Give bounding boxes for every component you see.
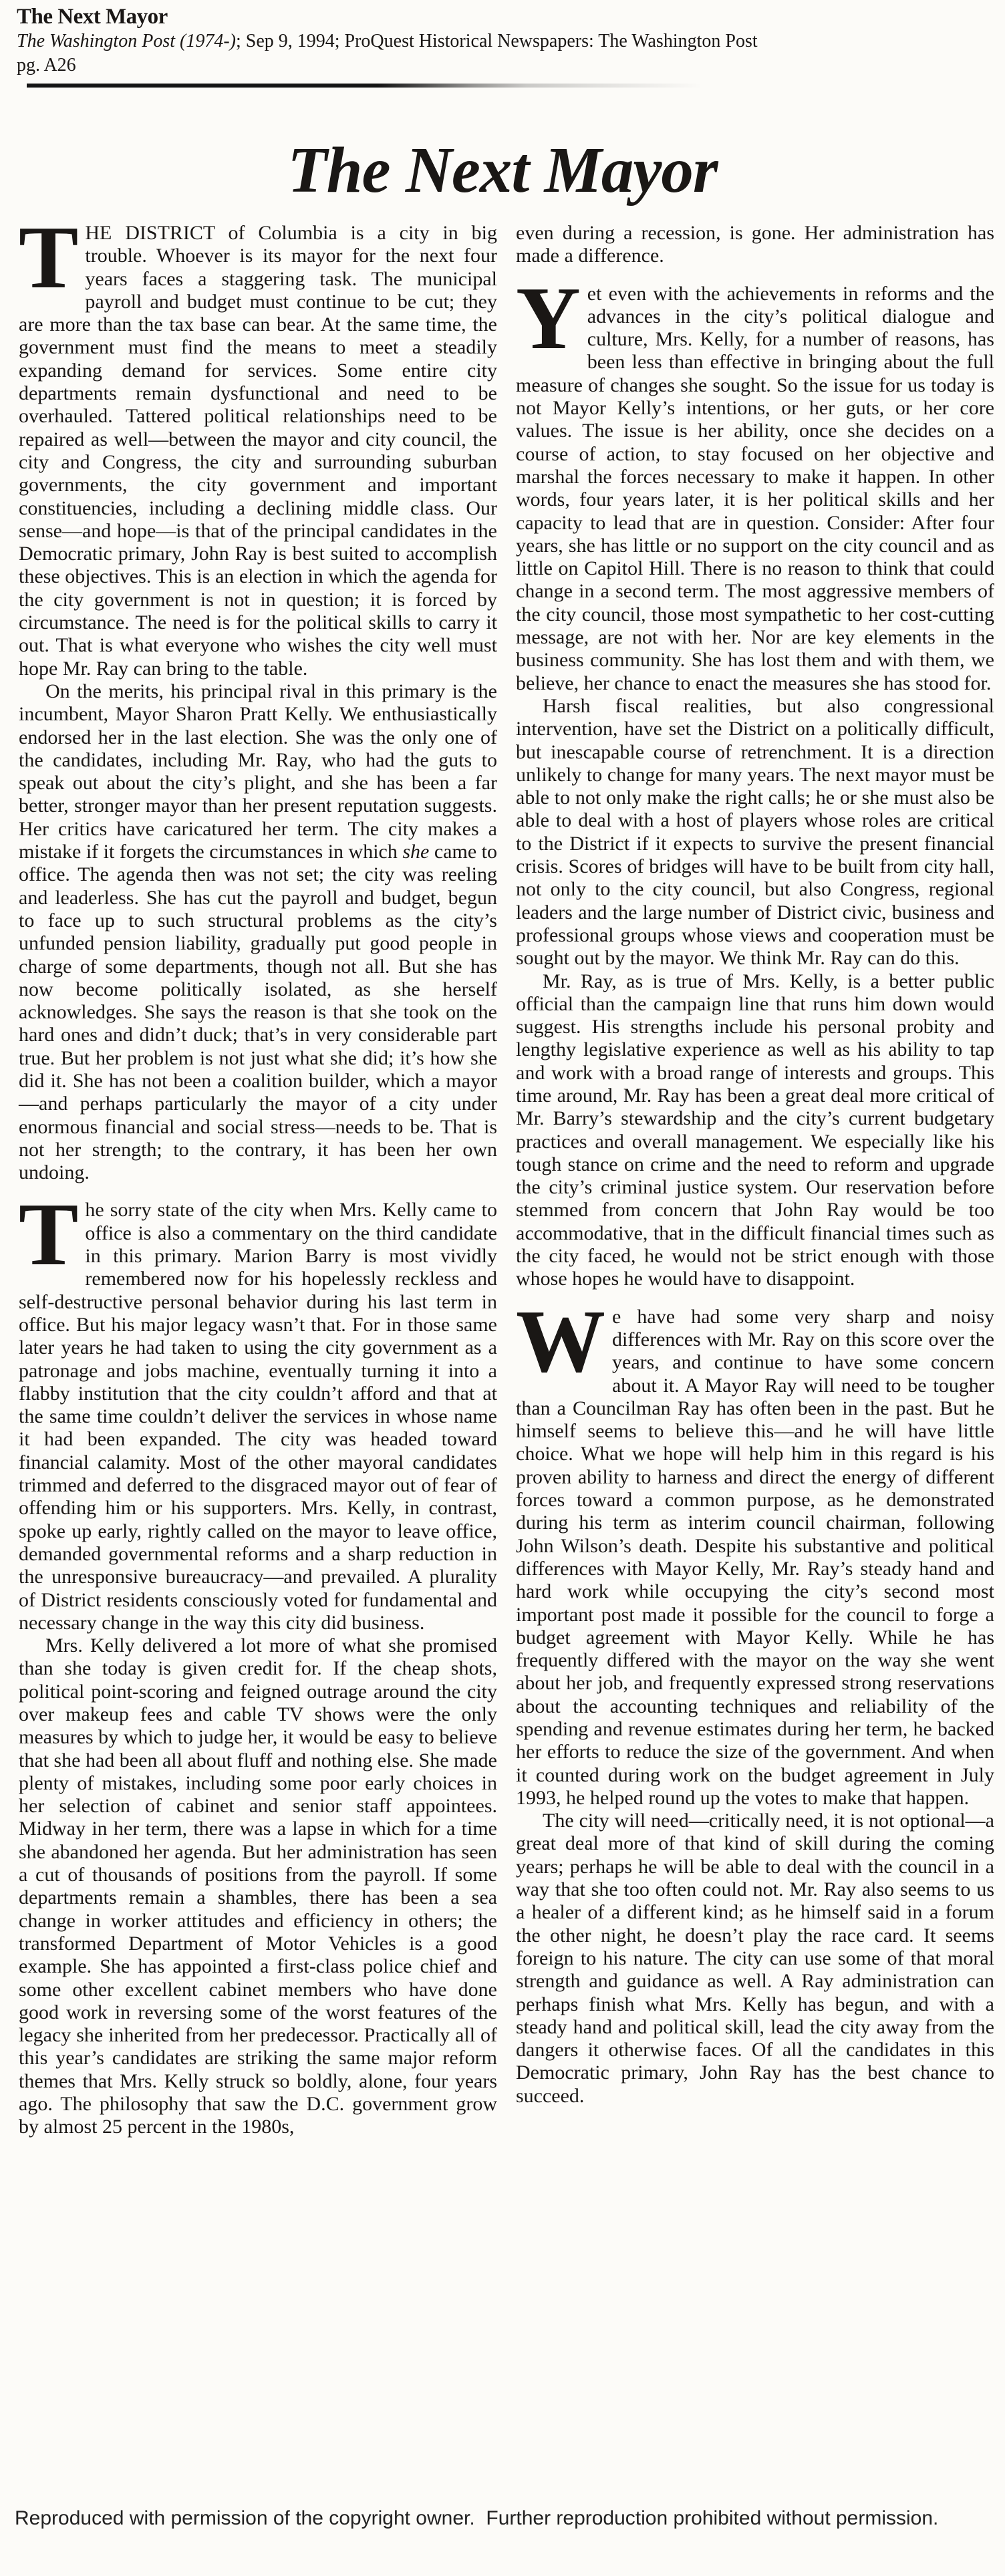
right-column — [516, 222, 994, 2139]
paragraph-text: On the merits, his principal rival in this primary is the incumbent, Mayor Sharon Pratt Kelly. We enthusiastically endorsed her in the last election. She was the only one of the candidates, including Mr. Ray, who had the guts to speak out about the city’s plight, and she has been a far better, stronger mayor than her present reputation suggests. Her critics have caricatured her term. The city makes a mistake if it forgets the circumstances in which she came to office. The agenda then was not set; the city was reeling and leaderless. She has cut the payroll and budget, begun to face up to such structural problems as the city’s unfunded pension liability, gradually put good people in charge of some departments, though not all. But she has now become politically isolated, as she herself acknowledges. She says the reason is that she took on the hard ones and didn’t duck; that’s in very considerable part true. But her problem is not just what she did; it’s how she did it. She has not been a coalition builder, which a mayor—and perhaps particularly the mayor of a city under enormous financial and social stress—needs to be. That is not her strength; to the contrary, it has been her own undoing. — [19, 680, 497, 1184]
article-paragraph — [516, 268, 994, 695]
copyright-notice: Reproduced with permission of the copyright owner. Further reproduction prohibited without permission. — [15, 2507, 939, 2529]
citation-line — [17, 29, 758, 53]
paragraph-text: The city will need—critically need, it is not optional—a great deal more of that kind of skill during the coming years; perhaps he will be able to deal with the council in a way that she too often could not. Mr. Ray also seems to us a healer of a different kind; as he himself said in a forum the other night, he doesn’t play the race card. It seems foreign to his nature. The city can use some of that moral strength and guidance as well. A Ray administration can perhaps finish what Mrs. Kelly has begun, and with a steady hand and political skill, lead the city away from the dangers it otherwise faces. Of all the candidates in this Democratic primary, John Ray has the best chance to succeed. — [516, 1810, 994, 2107]
proquest-header — [17, 4, 758, 78]
page-number-label: pg. A26 — [17, 55, 76, 76]
paragraph-text: Harsh fiscal realities, but also congressional intervention, have set the District on a politically difficult, but inescapable course of retrenchment. It is a direction unlikely to change for many years. The next mayor must be able to not only make the right calls; he or she must also be able to deal with a host of players whose roles are critical to the District if it expects to survive the present financial crisis. Scores of bridges will have to be built from city hall, not only to the city council, but also Congress, regional leaders and the large number of District civic, business and professional groups whose views and cooperation must be sought out by the mayor. We think Mr. Ray can do this. — [516, 694, 994, 970]
drop-cap: T — [19, 1185, 79, 1284]
paragraph-text: he sorry state of the city when Mrs. Kelly came to office is also a commentary on the third candidate in this primary. Marion Barry is most vividly remembered now for his hopelessly reckless and self-destructive personal behavior during his last term in office. But his major legacy wasn’t that. For in those same later years he had taken to using the city government as a patronage and jobs machine, eventually turning it into a flabby institution that the city couldn’t afford and that at the same time couldn’t deliver the services in whose name it had been expanded. The city was headed toward financial calamity. Most of the other mayoral candidates trimmed and deferred to the disgraced mayor out of fear of offending him or his supporters. Mrs. Kelly, in contrast, spoke up early, rightly called on the mayor to leave office, demanded governmental reforms and a sharp reduction in the unresponsive bureaucracy—and prevailed. A plurality of District residents consciously voted for fundamental and necessary change in the way this city did business. — [19, 1199, 497, 1634]
paragraph-text: Mrs. Kelly delivered a lot more of what she promised than she today is given credit for. If the cheap shots, political point-scoring and feigned outrage around the city over makeup fees and cable TV shows were the only measures by which to judge her, it would be easy to believe that she had been all about fluff and nothing else. She made plenty of mistakes, including some poor early choices in her selection of cabinet and senior staff appointees. Midway in her term, there was a lapse in which for a time she abandoned her agenda. But her administration has seen a cut of thousands of positions from the payroll. If some departments remain a shambles, there has been a sea change in worker attitudes and efficiency in others; the transformed Department of Motor Vehicles is a good example. She has appointed a first-class police chief and some other excellent cabinet members who have done good work in reversing some of the worst features of the legacy she inherited from her predecessor. Practically all of this year’s candidates are striking the same major reform themes that Mrs. Kelly struck so boldly, alone, four years ago. The philosophy that saw the D.C. government grow by almost 25 percent in the 1980s, — [19, 1634, 497, 2138]
article-body — [19, 208, 994, 2139]
article-paragraph — [516, 695, 994, 970]
article-paragraph — [516, 970, 994, 1291]
article-headline: The Next Mayor — [287, 134, 718, 206]
drop-cap: T — [19, 208, 79, 307]
paragraph-text: even during a recession, is gone. Her administration has made a difference. — [516, 222, 994, 267]
article-paragraph — [19, 1634, 497, 2139]
article-title-header: The Next Mayor — [17, 5, 168, 29]
article-paragraph — [19, 1185, 497, 1634]
horizontal-rule — [27, 84, 702, 88]
paragraph-text: HE DISTRICT of Columbia is a city in big trouble. Whoever is its mayor for the next four years faces a staggering task. The municipal payroll and budget must continue to be cut; they are more than the tax base can bear. At the same time, the government must find the means to meet a steadily expanding demand for services. Some entire city departments remain dysfunctional and need to be overhauled. Tattered political relationships need to be repaired as well—between the mayor and city council, the city and Congress, the city and surrounding suburban governments, the city government and important constituencies, including a declining middle class. Our sense—and hope—is that of the principal candidates in the Democratic primary, John Ray is best suited to accomplish these objectives. This is an election in which the agenda for the city government is not in question; it is forced by circumstance. The need is for the political skills to carry it out. That is what everyone who wishes the city well must hope Mr. Ray can bring to the table. — [19, 222, 497, 680]
article-paragraph — [19, 208, 497, 680]
drop-cap: W — [516, 1291, 605, 1391]
citation-source: The Washington Post (1974-) — [17, 31, 236, 51]
citation-details: ; Sep 9, 1994; ProQuest Historical Newspapers: The Washington Post — [235, 31, 758, 51]
article-paragraph — [516, 1291, 994, 1810]
article-paragraph — [516, 1810, 994, 2108]
article-paragraph — [19, 680, 497, 1185]
paragraph-text: et even with the achievements in reforms and the advances in the city’s political dialogue and culture, Mrs. Kelly, for a number of reasons, has been less than effective in bringing about the full measure of changes she sought. So the issue for us today is not Mayor Kelly’s intentions, or her guts, or her core values. The issue is her ability, once she decides on a course of action, to stay focused on her objective and marshal the forces necessary to make it happen. In other words, four years later, it is her political skills and her capacity to lead that are in question. Consider: After four years, she has little or no support on the city council and as little on Capitol Hill. There is no reason to think that could change in a second term. The most aggressive members of the city council, those most sympathetic to her cost-cutting message, are not with her. Nor are key elements in the business community. She has lost them and with them, we believe, her chance to enact the measures she has stood for. — [516, 282, 994, 694]
paragraph-text: Mr. Ray, as is true of Mrs. Kelly, is a better public official than the campaign line that runs him down would suggest. His strengths include his personal probity and lengthy legislative experience as well as his ability to tap and work with a broad range of interests and groups. This time around, Mr. Ray has been a great deal more critical of Mr. Barry’s stewardship and the city’s current budgetary practices and overall management. We especially like his tough stance on crime and the need to reform and upgrade the city’s criminal justice system. Our reservation before stemmed from concern that John Ray would be too accommodative, that in the difficult financial times such as the city faced, he would not be strict enough with those whose hopes he would have to disappoint. — [516, 970, 994, 1290]
left-column — [19, 208, 497, 2139]
article-paragraph — [516, 222, 994, 268]
drop-cap: Y — [516, 268, 581, 368]
paragraph-text: e have had some very sharp and noisy differences with Mr. Ray on this score over the years, and continue to have some concern about it. A Mayor Ray will need to be tougher than a Councilman Ray has often been in the past. But he himself seems to believe this—and he will have little choice. What we hope will help him in this regard is his proven ability to harness and direct the energy of different forces toward a common purpose, as he demonstrated during his term as interim council chairman, following John Wilson’s death. Despite his substantive and political differences with Mayor Kelly, Mr. Ray’s steady hand and hard work while occupying the city’s second most important post made it possible for the council to forge a budget agreement with Mayor Kelly. While he has frequently differed with the mayor on the way she went about her job, and frequently expressed strong reservations about the accounting techniques and reliability of the spending and revenue estimates during her term, he backed her efforts to reduce the size of the government. And when it counted during work on the budget agreement in July 1993, he helped round up the votes to make that happen. — [516, 1305, 994, 1809]
